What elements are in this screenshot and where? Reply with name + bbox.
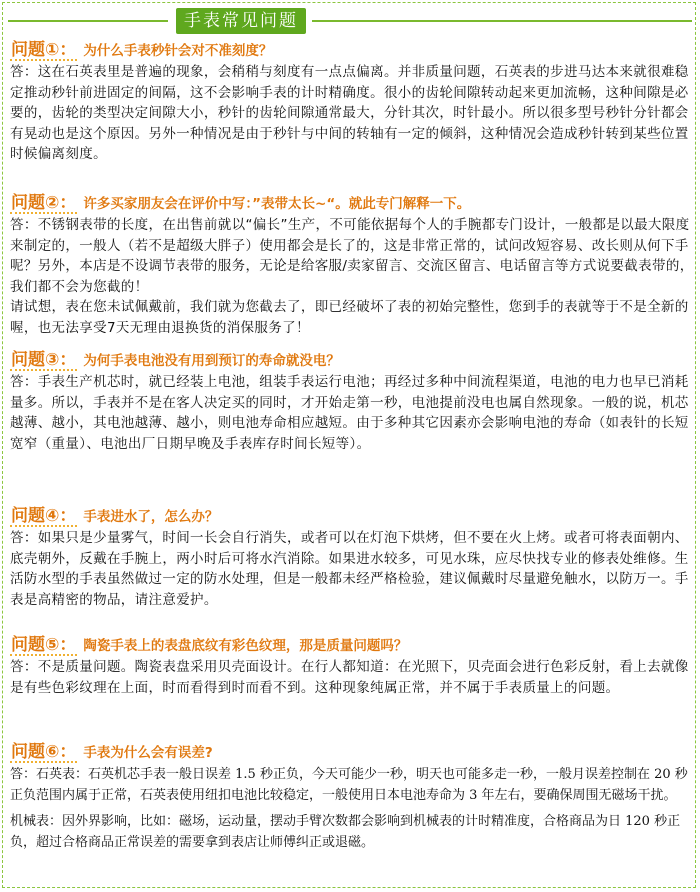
answer-paragraph: 答：不锈钢表带的长度，在出售前就以“偏长”生产，不可能依据每个人的手腕都专门设计，一般都是以最大限度来制定的，一般人（若不是超级大胖子）使用都会是长了的，这是非常正常的，试问改短容易、改长则从何下手呢？另外，本店是不设调节表带的服务，无论是给客服/卖家留言、交流区留言、电话留言等方式说要截表带的，我们都不会为您截的！: [10, 217, 694, 295]
answer-paragraph: 请试想，表在您未试佩戴前，我们就为您截去了，即已经破坏了表的初始完整性，您到手的表就等于不是全新的喔，也无法享受7天无理由退换货的消保服务了！: [10, 299, 689, 336]
question-text: 为什么手表秒针会对不准刻度？: [83, 43, 273, 59]
faq-item-2: [10, 194, 694, 338]
question-number: 问题④：: [11, 506, 77, 526]
question-heading: [10, 507, 694, 527]
answer-paragraph-mechanical: 机械表：因外界影响，比如：磁场，运动量，摆动手臂次数都会影响到机械表的计时精准度，合格商品为日 120 秒正负，超过合格商品正常误差的需要拿到表店让师傅纠正或退磁。: [10, 814, 681, 850]
answer-paragraph: 答：不是质量问题。陶瓷表盘采用贝壳面设计。在行人都知道：在光照下，贝壳面会进行色彩反射，看上去就像是有些色彩纹理在上面，时而看得到时而看不到。这种现象纯属正常，并不属于手表质量上的问题。: [10, 659, 689, 696]
faq-header: [0, 8, 700, 34]
answer-paragraph: 答：如果只是少量雾气，时间一长会自行消失，或者可以在灯泡下烘烤，但不要在火上烤。或者可将表面朝内、底壳朝外，反戴在手腕上，两小时后可将水汽消除。如果进水较多，可见水珠，应尽快找专业的修表处维修。生活防水型的手表虽然做过一定的防水处理，但是一般都未经严格检验，建议佩戴时尽量避免触水，以防万一。手表是高精密的物品，请注意爱护。: [10, 530, 689, 608]
answer-body: [10, 765, 694, 853]
question-number: 问题⑤：: [11, 635, 77, 655]
question-text: 为何手表电池没有用到预订的寿命就没电？: [83, 353, 340, 369]
question-number: 问题⑥：: [11, 742, 77, 762]
faq-item-5: [10, 636, 694, 698]
faq-item-4: [10, 507, 694, 610]
question-number: 问题①：: [11, 40, 77, 60]
answer-body: [10, 62, 694, 165]
question-text: 许多买家朋友会在评价中写：”表带太长~“。就此专门解释一下。: [83, 196, 471, 212]
answer-body: [10, 215, 694, 338]
question-heading: [10, 636, 694, 656]
answer-paragraph: 答：手表生产机芯时，就已经装上电池，组装手表运行电池；再经过多种中间流程渠道，电池的电力也早已消耗量多。所以，手表并不是在客人决定买的同时，才开始走第一秒，电池提前没电也属自然现象。一般的说，机芯越薄、越小，其电池越薄、越小，则电池寿命相应越短。由于多种其它因素亦会影响电池的寿命（如表针的长短宽窄（重量）、电池出厂日期早晚及手表库存时间长短等）。: [10, 374, 689, 452]
question-text: 陶瓷手表上的表盘底纹有彩色纹理，那是质量问题吗？: [83, 638, 408, 654]
answer-paragraph: 答：这在石英表里是普遍的现象，会稍稍与刻度有一点点偏离。并非质量问题，石英表的步进马达本来就很难稳定推动秒针前进固定的间隔，这不会影响手表的计时精确度。很小的齿轮间隙转动起来更加流畅，这种间隙是必要的，齿轮的类型决定间隙大小，秒针的齿轮间隙通常最大，分针其次，时针最小。所以很多型号秒针分针都会有晃动也是这个原因。另外一种情况是由于秒针与中间的转轴有一定的倾斜，这种情况会造成秒针转到某些位置时候偏离刻度。: [10, 64, 689, 162]
faq-item-6: [10, 743, 694, 853]
question-heading: [10, 743, 694, 763]
answer-body: [10, 528, 694, 610]
question-heading: [10, 194, 694, 214]
answer-body: [10, 657, 694, 698]
question-number: 问题②：: [11, 193, 77, 213]
faq-title: 手表常见问题: [176, 8, 306, 34]
header-divider-right: [312, 20, 692, 22]
faq-item-3: [10, 351, 694, 454]
faq-item-1: [10, 41, 694, 165]
question-text: 手表进水了，怎么办？: [83, 509, 219, 525]
answer-body: [10, 372, 694, 454]
answer-paragraph-quartz: 答：石英表：石英机芯手表一般日误差 1.5 秒正负，今天可能少一秒，明天也可能多走一秒，一般月误差控制在 20 秒正负范围内属于正常，石英表使用纽扣电池比较稳定，一般使用日本电池寿命为 3 年左右，要确保周围无磁场干扰。: [10, 767, 688, 803]
question-number: 问题③：: [11, 350, 77, 370]
question-text: 手表为什么会有误差?: [83, 745, 213, 761]
question-heading: [10, 41, 694, 61]
question-heading: [10, 351, 694, 371]
header-divider-left: [8, 20, 168, 22]
